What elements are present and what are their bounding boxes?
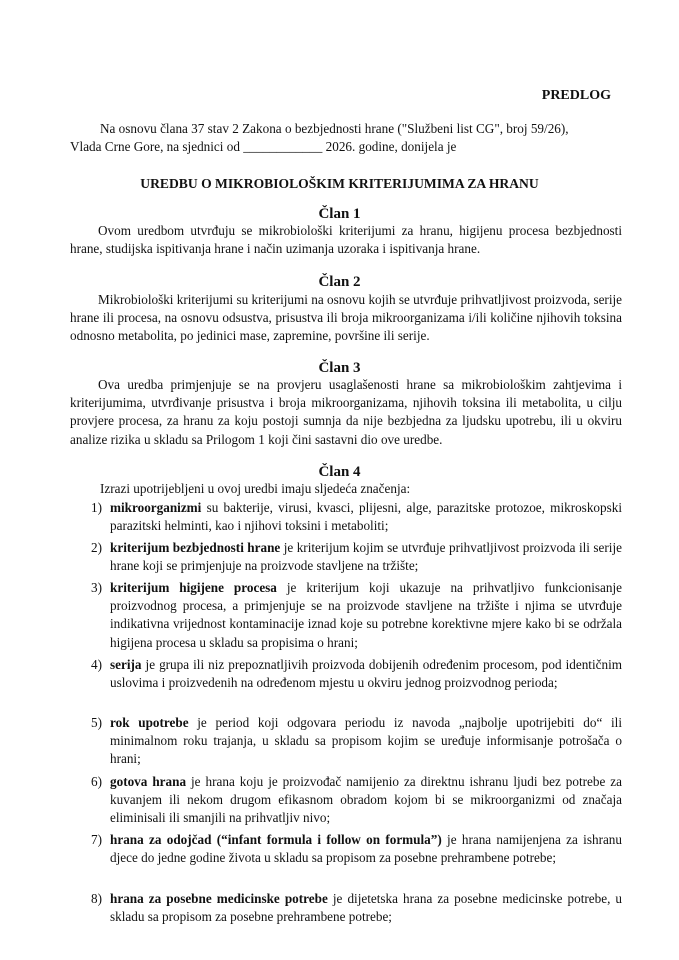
definition-text: je period koji odgovara periodu iz navoda „najbolje upotrijebiti do“ ili minimalnom roku trajanja, u skladu sa propisom kojim se uređuje informisanje potrošača o hrani; <box>110 715 622 767</box>
definition-number: 6) <box>91 774 102 789</box>
definition-term: kriterijum higijene procesa <box>110 580 277 595</box>
proposal-stamp: PREDLOG <box>541 88 611 103</box>
definition-term: kriterijum bezbjednosti hrane <box>110 540 281 555</box>
definition-item <box>70 831 622 867</box>
definition-number: 1) <box>91 500 102 515</box>
definition-term: rok upotrebe <box>110 715 189 730</box>
definition-text: je hrana namijenjena za ishranu djece do jedne godine života u skladu sa propisom za posebne prehrambene potrebe; <box>110 832 622 866</box>
article-4-heading: Član 4 <box>318 464 361 480</box>
definition-number: 4) <box>91 657 102 672</box>
definition-item <box>70 714 622 769</box>
document-title: UREDBU O MIKROBIOLOŠKIM KRITERIJUMIMA ZA HRANU <box>140 176 539 191</box>
intro-line-1: Na osnovu člana 37 stav 2 Zakona o bezbjednosti hrane ("Službeni list CG", broj 59/26), <box>100 121 569 136</box>
definition-text: je hrana koju je proizvođač namijenio za direktnu ishranu ljudi bez potrebe za kuvanjem ili nekom drugom efikasnom obradom kojom bi se mikroorganizmi od značaja eliminisali ili smanjili na prihvatljiv nivo; <box>110 774 622 826</box>
article-2-text: Mikrobiološki kriterijumi su kriterijumi na osnovu kojih se utvrđuje prihvatljivost proizvoda, serije hrane ili procesa, na osnovu odsustva, prisustva ili broja mikroorganizama i/ili količine njihovih toksina odnosno metabolita, po jedinici mase, zapremine, površine ili serije. <box>70 292 622 344</box>
definition-text: je grupa ili niz prepoznatljivih proizvoda dobijenih određenim procesom, pod identičnim uslovima i proizvedenih na određenom mjestu u okviru jednog proizvodnog perioda; <box>110 657 622 691</box>
definition-term: serija <box>110 657 142 672</box>
definition-term: hrana za odojčad (“infant formula i follow on formula”) <box>110 832 442 847</box>
definition-term: mikroorganizmi <box>110 500 202 515</box>
definition-term: gotova hrana <box>110 774 187 789</box>
article-4-lead: Izrazi upotrijebljeni u ovoj uredbi imaju sljedeća značenja: <box>100 481 411 496</box>
definition-number: 5) <box>91 715 102 730</box>
definition-item <box>70 499 622 535</box>
definition-text: je kriterijum kojim se utvrđuje prihvatljivost proizvoda ili serije hrane koji se primjenjuje na proizvode stavljene na tržište; <box>110 540 622 574</box>
definition-term: hrana za posebne medicinske potrebe <box>110 891 328 906</box>
definition-item <box>70 773 622 828</box>
definition-number: 8) <box>91 891 102 906</box>
article-1-heading: Član 1 <box>318 206 361 222</box>
article-1-text: Ovom uredbom utvrđuju se mikrobiološki kriterijumi za hranu, higijenu procesa bezbjednosti hrane, studijska ispitivanja hrane i način uzimanja uzoraka i ispitivanja hrane. <box>70 223 622 257</box>
definition-item <box>70 539 622 575</box>
article-3-heading: Član 3 <box>318 360 361 376</box>
intro-line-2: Vlada Crne Gore, na sjednici od ____________ 2026. godine, donijela je <box>70 139 457 154</box>
definition-text: je dijetetska hrana za posebne medicinske potrebe, u skladu sa propisom za posebne prehrambene potrebe; <box>110 891 623 925</box>
definition-item <box>70 890 622 926</box>
definition-text: je kriterijum koji ukazuje na prihvatljivo funkcionisanje proizvodnog procesa, a primjenjuje se na proizvode stavljene na tržište i njima se utvrđuje indikativna vrijednost kontaminacije iznad koje su potrebne korektivne mjere kako bi se održala higijena procesa u skladu sa propisima o hrani; <box>110 580 622 650</box>
definition-text: su bakterije, virusi, kvasci, plijesni, alge, parazitske protozoe, mikroskopski parazitski helminti, kao i njihovi toksini i metaboliti; <box>110 500 622 534</box>
article-2-heading: Član 2 <box>318 274 361 290</box>
definition-number: 7) <box>91 832 102 847</box>
definition-number: 2) <box>91 540 102 555</box>
definition-item <box>70 656 622 692</box>
article-3-text: Ova uredba primjenjuje se na provjeru usaglašenosti hrane sa mikrobiološkim zahtjevima i kriterijumima, utvrđivanje prisustva i broja mikroorganizama, njihovih toksina ili metabolita, u cilju provjere procesa, za hranu za koju postoji sumnja da nije bezbjedna za ljudsku upotrebu, ili u okviru analize rizika u skladu sa Prilogom 1 koji čini sastavni dio ove uredbe. <box>70 377 622 447</box>
definition-item <box>70 579 622 652</box>
definition-number: 3) <box>91 580 102 595</box>
